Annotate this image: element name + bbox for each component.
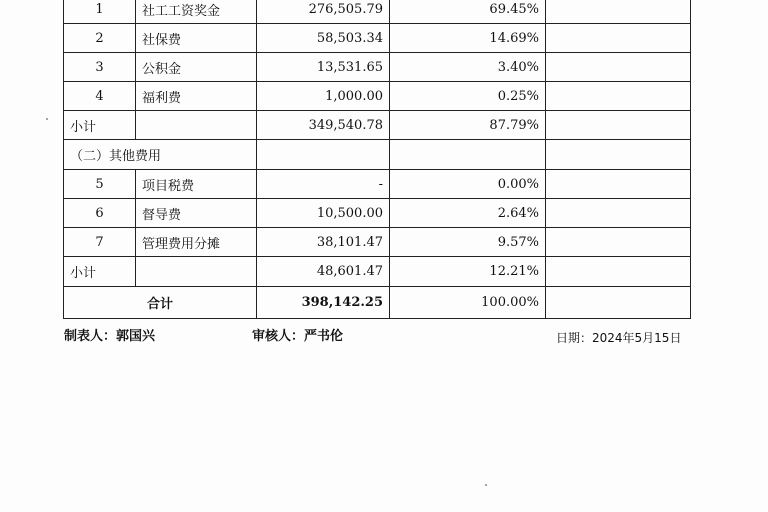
row-amount: 10,500.00 <box>257 199 390 228</box>
reviewer-signature: 审核人：严书伦 <box>252 329 344 344</box>
row-item: 督导费 <box>136 199 257 228</box>
subtotal-percent: 12.21% <box>390 257 546 287</box>
row-number: 4 <box>64 82 136 111</box>
table-row <box>64 0 691 24</box>
row-percent: 9.57% <box>390 228 546 257</box>
scan-speck <box>46 118 48 120</box>
row-item: 福利费 <box>136 82 257 111</box>
total-row <box>64 287 691 319</box>
row-amount: - <box>257 170 390 199</box>
row-amount: 276,505.79 <box>257 0 390 24</box>
row-percent: 2.64% <box>390 199 546 228</box>
total-label: 合计 <box>64 287 257 319</box>
table-row <box>64 82 691 111</box>
row-number: 6 <box>64 199 136 228</box>
row-percent: 0.00% <box>390 170 546 199</box>
row-amount: 38,101.47 <box>257 228 390 257</box>
total-amount: 398,142.25 <box>257 287 390 319</box>
row-blank <box>546 287 691 319</box>
row-percent: 69.45% <box>390 0 546 24</box>
row-number: 2 <box>64 24 136 53</box>
row-number: 1 <box>64 0 136 24</box>
row-blank <box>546 0 691 24</box>
row-blank <box>546 170 691 199</box>
row-amount: 1,000.00 <box>257 82 390 111</box>
section-heading: （二）其他费用 <box>64 140 257 170</box>
table-row <box>64 199 691 228</box>
row-blank <box>546 82 691 111</box>
row-amount: 58,503.34 <box>257 24 390 53</box>
subtotal-amount: 48,601.47 <box>257 257 390 287</box>
section-row <box>64 140 691 170</box>
report-date: 日期：2024年5月15日 <box>556 331 682 345</box>
row-percent: 14.69% <box>390 24 546 53</box>
table-row <box>64 53 691 82</box>
row-item: 项目税费 <box>136 170 257 199</box>
subtotal-item-blank <box>136 257 257 287</box>
expense-table <box>63 0 691 319</box>
section-amount-blank <box>257 140 390 170</box>
subtotal-percent: 87.79% <box>390 111 546 140</box>
row-item: 社工工资奖金 <box>136 0 257 24</box>
preparer-signature: 制表人：郭国兴 <box>64 329 156 344</box>
table-row <box>64 228 691 257</box>
row-blank <box>546 53 691 82</box>
row-blank <box>546 257 691 287</box>
total-percent: 100.00% <box>390 287 546 319</box>
row-number: 5 <box>64 170 136 199</box>
row-blank <box>546 199 691 228</box>
row-item: 管理费用分摊 <box>136 228 257 257</box>
table-row <box>64 24 691 53</box>
subtotal-label: 小计 <box>64 257 136 287</box>
row-blank <box>546 228 691 257</box>
row-percent: 0.25% <box>390 82 546 111</box>
scan-speck <box>485 484 487 486</box>
row-blank <box>546 111 691 140</box>
row-number: 3 <box>64 53 136 82</box>
row-amount: 13,531.65 <box>257 53 390 82</box>
row-blank <box>546 140 691 170</box>
subtotal-row <box>64 111 691 140</box>
row-item: 公积金 <box>136 53 257 82</box>
row-item: 社保费 <box>136 24 257 53</box>
subtotal-label: 小计 <box>64 111 136 140</box>
table-row <box>64 170 691 199</box>
subtotal-item-blank <box>136 111 257 140</box>
subtotal-row <box>64 257 691 287</box>
row-number: 7 <box>64 228 136 257</box>
section-percent-blank <box>390 140 546 170</box>
row-percent: 3.40% <box>390 53 546 82</box>
row-blank <box>546 24 691 53</box>
subtotal-amount: 349,540.78 <box>257 111 390 140</box>
